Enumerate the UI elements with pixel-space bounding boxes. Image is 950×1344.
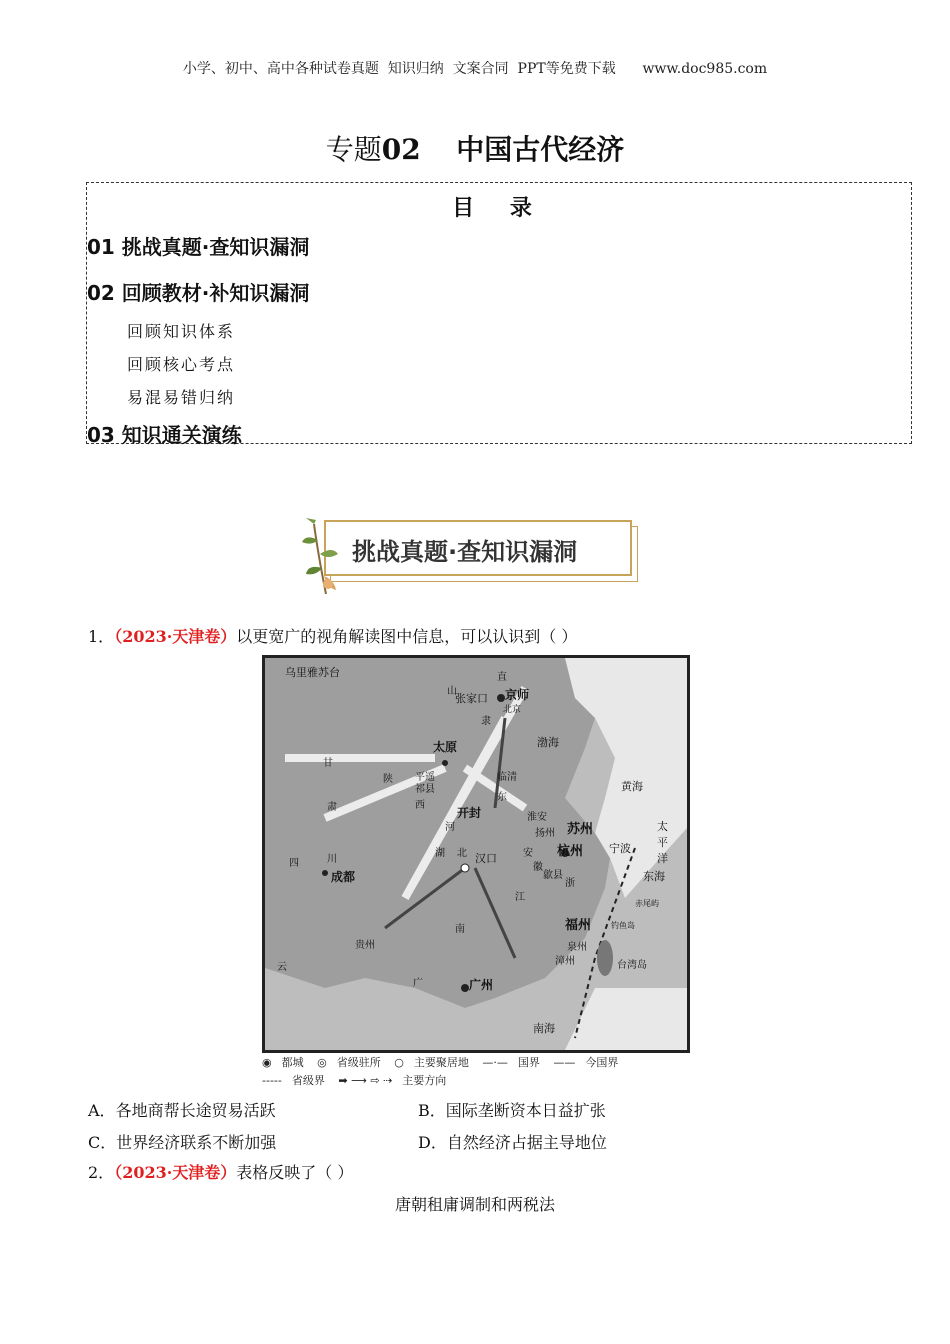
table-caption: 唐朝租庸调制和两税法: [394, 1195, 555, 1214]
question-1-option-c[interactable]: [88, 1130, 276, 1153]
question-2-number: 2．: [88, 1163, 115, 1182]
header-site-text: 小学、初中、高中各种试卷真题 知识归纳 文案合同 PPT等免费下载: [182, 61, 616, 77]
question-1-option-a[interactable]: [88, 1098, 276, 1121]
table-of-contents: [86, 182, 912, 447]
map-label-yun: 云: [277, 962, 287, 973]
map-label-qixian: 祁县: [415, 784, 435, 795]
map-label-bei: 北: [457, 848, 467, 859]
map-label-ningbo: 宁波: [609, 842, 631, 855]
map-label-nan: 南: [455, 924, 465, 935]
header-site-url[interactable]: www.doc985.com: [642, 61, 768, 77]
title-number: 02: [381, 133, 421, 166]
legend-capital: 都城: [281, 1056, 304, 1069]
question-2-tag: （2023·天津卷）: [114, 1163, 237, 1182]
legend-border-icon: —·—: [482, 1056, 508, 1069]
option-text: 世界经济联系不断加强: [116, 1133, 277, 1152]
map-label-hangzhou: 杭州: [557, 844, 584, 859]
legend-modern-border: 今国界: [585, 1056, 619, 1069]
map-label-chengdu: 成都: [331, 870, 356, 884]
map-label-shaan: 陕: [383, 774, 393, 785]
map-label-he: 河: [445, 822, 455, 833]
map-legend: [262, 1054, 692, 1088]
map-label-taiwan: 台湾岛: [617, 960, 647, 971]
map-label-pingyao: 平遥: [415, 772, 435, 783]
question-1-number: 1．: [88, 627, 115, 646]
legend-settlement: 主要聚居地: [413, 1056, 469, 1069]
page-header: [0, 58, 950, 78]
map-label-guangzhou: 广州: [469, 978, 494, 992]
question-1-tag: （2023·天津卷）: [114, 627, 237, 646]
legend-provincial: 省级驻所: [336, 1056, 381, 1069]
map-label-zhangzhou: 漳州: [555, 956, 575, 967]
map-label-suzhou: 苏州: [567, 822, 594, 837]
map-label-gan: 甘: [323, 758, 333, 769]
toc-subitem-3[interactable]: 易混易错归纳: [127, 388, 236, 407]
option-text: 国际垄断资本日益扩张: [445, 1101, 606, 1120]
map-label-quanzhou: 泉州: [567, 942, 587, 953]
map-label-li: 隶: [481, 716, 491, 727]
map-label-wuliyasutai: 乌里雅苏台: [285, 666, 340, 679]
map-label-kaifeng: 开封: [457, 806, 482, 820]
legend-capital-icon: ◉: [262, 1056, 272, 1069]
legend-province-border: 省级界: [291, 1074, 325, 1087]
option-letter: A．: [88, 1101, 116, 1120]
legend-direction-icon: ➡ ⟶ ⇨ ⇢: [338, 1074, 393, 1087]
map-label-huanghai: 黄海: [621, 780, 643, 793]
map-label-pacific: 太平洋: [657, 820, 668, 865]
option-letter: D．: [418, 1133, 447, 1152]
legend-provincial-icon: ◎: [317, 1056, 327, 1069]
map-label-yangzhou: 扬州: [535, 828, 555, 839]
map-label-dong: 东: [497, 792, 507, 803]
option-text: 自然经济占据主导地位: [446, 1133, 607, 1152]
map-label-an: 安: [523, 848, 533, 859]
map-label-hankou: 汉口: [475, 852, 497, 865]
question-1-stem: [88, 624, 577, 647]
map-label-chiweiyu: 赤尾屿: [635, 899, 659, 908]
map-label-jingshi: 京师: [505, 688, 530, 702]
page-title: [0, 128, 950, 168]
option-letter: C．: [88, 1133, 117, 1152]
toc-subitem-2[interactable]: 回顾核心考点: [127, 355, 236, 374]
section-banner: [296, 514, 640, 598]
map-label-hu: 湖: [435, 848, 445, 859]
map-label-huaian: 淮安: [527, 812, 547, 823]
map-label-fuzhou: 福州: [565, 918, 592, 933]
map-label-shan: 山: [447, 686, 457, 697]
map-label-zhangjiakou: 张家口: [455, 692, 488, 705]
option-text: 各地商帮长途贸易活跃: [115, 1101, 276, 1120]
question-1-option-b[interactable]: [418, 1098, 606, 1121]
question-2-stem: [88, 1160, 353, 1183]
toc-section-2[interactable]: 02 回顾教材·补知识漏洞: [87, 281, 310, 305]
legend-direction: 主要方向: [402, 1074, 447, 1087]
map-label-si: 四: [289, 858, 299, 869]
map-label-shexian: 歙县: [543, 870, 563, 881]
legend-province-border-icon: -----: [262, 1074, 282, 1087]
map-label-zhe: 浙: [565, 878, 575, 889]
legend-border: 国界: [517, 1056, 540, 1069]
toc-section-3[interactable]: 03 知识通关演练: [87, 423, 242, 447]
map-label-hui: 徽: [533, 862, 543, 873]
title-prefix: 专题: [325, 133, 382, 166]
map-label-xi: 西: [415, 800, 425, 811]
toc-title: 目 录: [452, 196, 546, 221]
banner-text: 挑战真题·查知识漏洞: [352, 538, 578, 566]
map-label-guizhou: 贵州: [355, 940, 375, 951]
map-label-chuan: 川: [327, 854, 337, 865]
map-label-beijing: 北京: [503, 705, 522, 715]
map-label-jiang: 江: [515, 892, 525, 903]
option-letter: B．: [418, 1101, 446, 1120]
toc-subitem-1[interactable]: 回顾知识体系: [127, 322, 236, 341]
map-label-taiyuan: 太原: [433, 740, 458, 754]
leaf-decoration-icon: [296, 514, 356, 598]
map-label-linqing: 临清: [497, 772, 517, 783]
toc-section-1[interactable]: 01 挑战真题·查知识漏洞: [87, 235, 310, 259]
map-label-su: 肃: [327, 802, 337, 813]
question-1-text: 以更宽广的视角解读图中信息，可以认识到（ ）: [236, 627, 578, 646]
question-1-option-d[interactable]: [418, 1130, 607, 1153]
map-label-diaoyudao: 钓鱼岛: [611, 921, 635, 930]
title-main: 中国古代经济: [456, 133, 625, 166]
map-label-donghai: 东海: [643, 870, 665, 883]
map-label-zhi: 直: [497, 672, 507, 683]
map-label-guang: 广: [413, 978, 423, 989]
map-label-bohai: 渤海: [537, 736, 559, 749]
question-2-text: 表格反映了（ ）: [236, 1163, 354, 1182]
legend-modern-border-icon: ——: [553, 1056, 576, 1069]
legend-settlement-icon: ○: [394, 1056, 404, 1069]
qing-trade-map: [262, 655, 690, 1053]
map-label-nanhai: 南海: [533, 1022, 555, 1035]
